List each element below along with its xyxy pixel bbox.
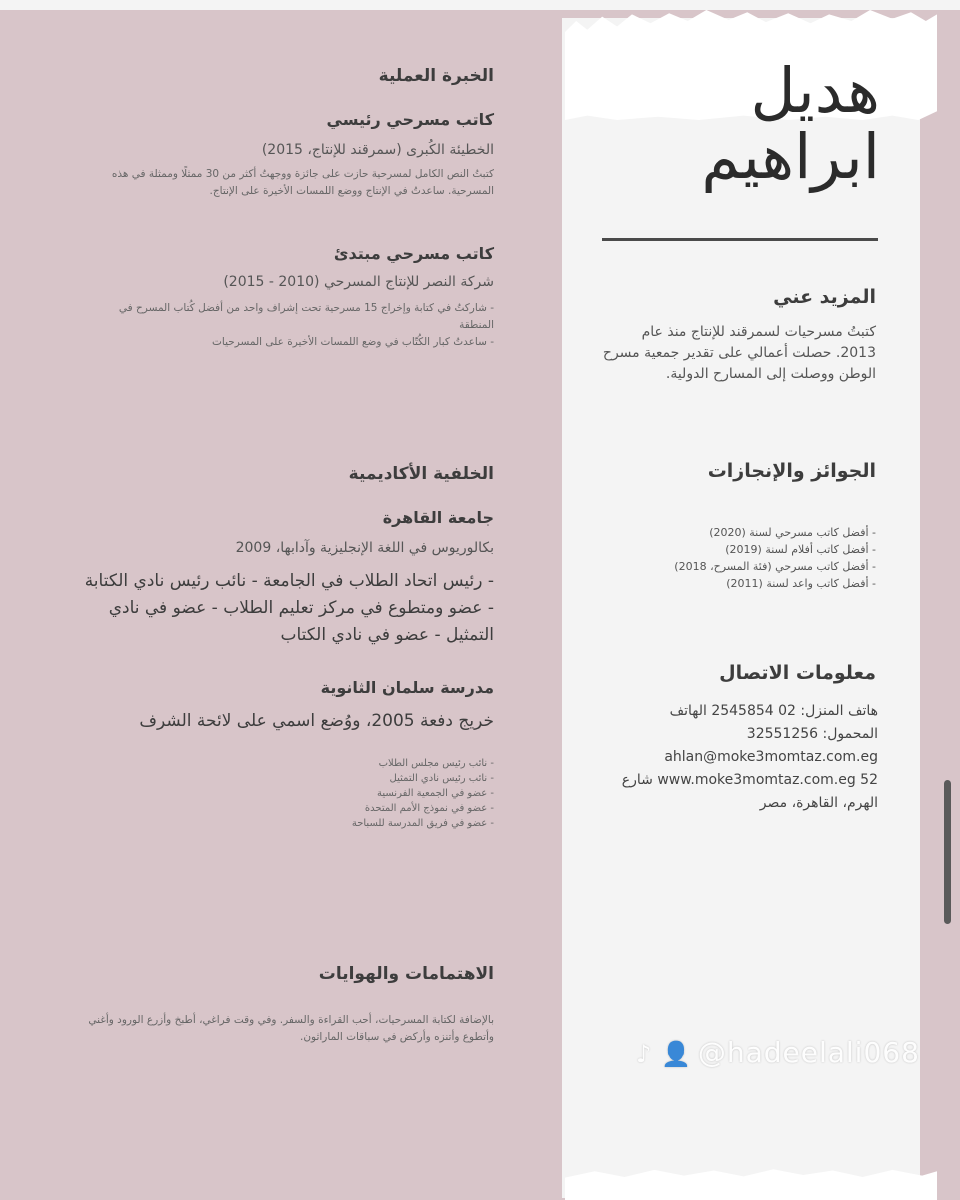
person-name — [600, 54, 880, 193]
contact-address: الهرم، القاهرة، مصر — [759, 795, 878, 811]
name-divider — [602, 238, 878, 241]
award-item: - أفضل كاتب واعد لسنة (2011) — [726, 577, 876, 590]
interests-text: بالإضافة لكتابة المسرحيات، أحب القراءة والسفر. وفي وقت فراغي، أطبخ وأزرع الورود وأغني وأتطوع وأتنزه وأركض في سباقات الماراثون. — [88, 1014, 494, 1043]
school-activities — [294, 756, 494, 831]
sidebar-panel — [562, 18, 920, 1198]
job-company: شركة النصر للإنتاج المسرحي (2010 - 2015) — [223, 274, 494, 290]
contact-heading: معلومات الاتصال — [719, 662, 876, 684]
contact-website-address[interactable]: www.moke3momtaz.com.eg 52 شارع — [621, 772, 878, 788]
about-text: كتبتُ مسرحيات لسمرقند للإنتاج منذ عام 2013. حصلت أعمالي على تقدير جمعية مسرح الوطن ووصلت إلى المسارح الدولية. — [602, 324, 876, 382]
university-details: - رئيس اتحاد الطلاب في الجامعة - نائب رئيس نادي الكتابة - عضو ومتطوع في مركز تعليم الطلاب - عضو في نادي التمثيل - عضو في نادي الكتاب — [84, 571, 494, 645]
watermark — [636, 1036, 920, 1069]
job-description — [84, 300, 494, 351]
job-description: كتبتُ النص الكامل لمسرحية حازت على جائزة ووجهتُ أكثر من 30 ممثلًا وممثلة في هذه المسرحية. ساعدتُ في الإنتاج ووضع اللمسات الأخيرة على الإنتاج. — [111, 168, 494, 197]
education-heading: الخلفية الأكاديمية — [348, 464, 494, 484]
job-company: الخطيئة الكُبرى (سمرقند للإنتاج، 2015) — [261, 142, 494, 158]
contact-info — [598, 700, 878, 815]
awards-heading: الجوائز والإنجازات — [707, 460, 876, 482]
job-desc-line: - ساعدتُ كبار الكُتّاب في وضع اللمسات الأخيرة على المسرحيات — [212, 336, 494, 348]
school-note: خريج دفعة 2005، ووُضع اسمي على لائحة الشرف — [139, 711, 494, 731]
job-title: كاتب مسرحي مبتدئ — [333, 244, 494, 263]
name-last: ابراهيم — [701, 120, 880, 193]
university-degree: بكالوريوس في اللغة الإنجليزية وآدابها، 2009 — [235, 540, 494, 556]
job-desc-line: - شاركتُ في كتابة وإخراج 15 مسرحية تحت إشراف واحد من أفضل كُتاب المسرح في المنطقة — [118, 302, 494, 331]
school-name: مدرسة سلمان الثانوية — [320, 678, 494, 697]
about-heading: المزيد عني — [773, 286, 876, 308]
awards-list — [600, 524, 876, 592]
experience-heading: الخبرة العملية — [378, 66, 494, 86]
award-item: - أفضل كاتب مسرحي لسنة (2020) — [709, 526, 876, 539]
scrollbar-thumb[interactable] — [944, 780, 951, 924]
contact-phone-home: هاتف المنزل: 02 2545854 الهاتف — [669, 703, 878, 719]
job-title: كاتب مسرحي رئيسي — [326, 110, 494, 129]
award-item: - أفضل كاتب مسرحي (فئة المسرح، 2018) — [674, 560, 876, 573]
school-activity: - عضو في نموذج الأمم المتحدة — [364, 803, 494, 814]
top-strip — [0, 0, 960, 10]
interests-heading: الاهتمامات والهوايات — [318, 964, 494, 984]
contact-phone-mobile: المحمول: 32551256 — [746, 726, 878, 742]
school-activity: - نائب رئيس نادي التمثيل — [389, 773, 494, 784]
school-activity: - نائب رئيس مجلس الطلاب — [378, 758, 494, 769]
name-first: هديل — [750, 54, 880, 127]
university-name: جامعة القاهرة — [382, 508, 494, 527]
school-activity: - عضو في الجمعية الفرنسية — [377, 788, 494, 799]
tiktok-user-icon: ♪ 👤 — [636, 1040, 692, 1068]
award-item: - أفضل كاتب أفلام لسنة (2019) — [725, 543, 876, 556]
contact-email[interactable]: ahlan@moke3momtaz.com.eg — [664, 749, 878, 765]
school-activity: - عضو في فريق المدرسة للسباحة — [351, 818, 494, 829]
watermark-handle: @hadeelali068 — [697, 1036, 920, 1069]
